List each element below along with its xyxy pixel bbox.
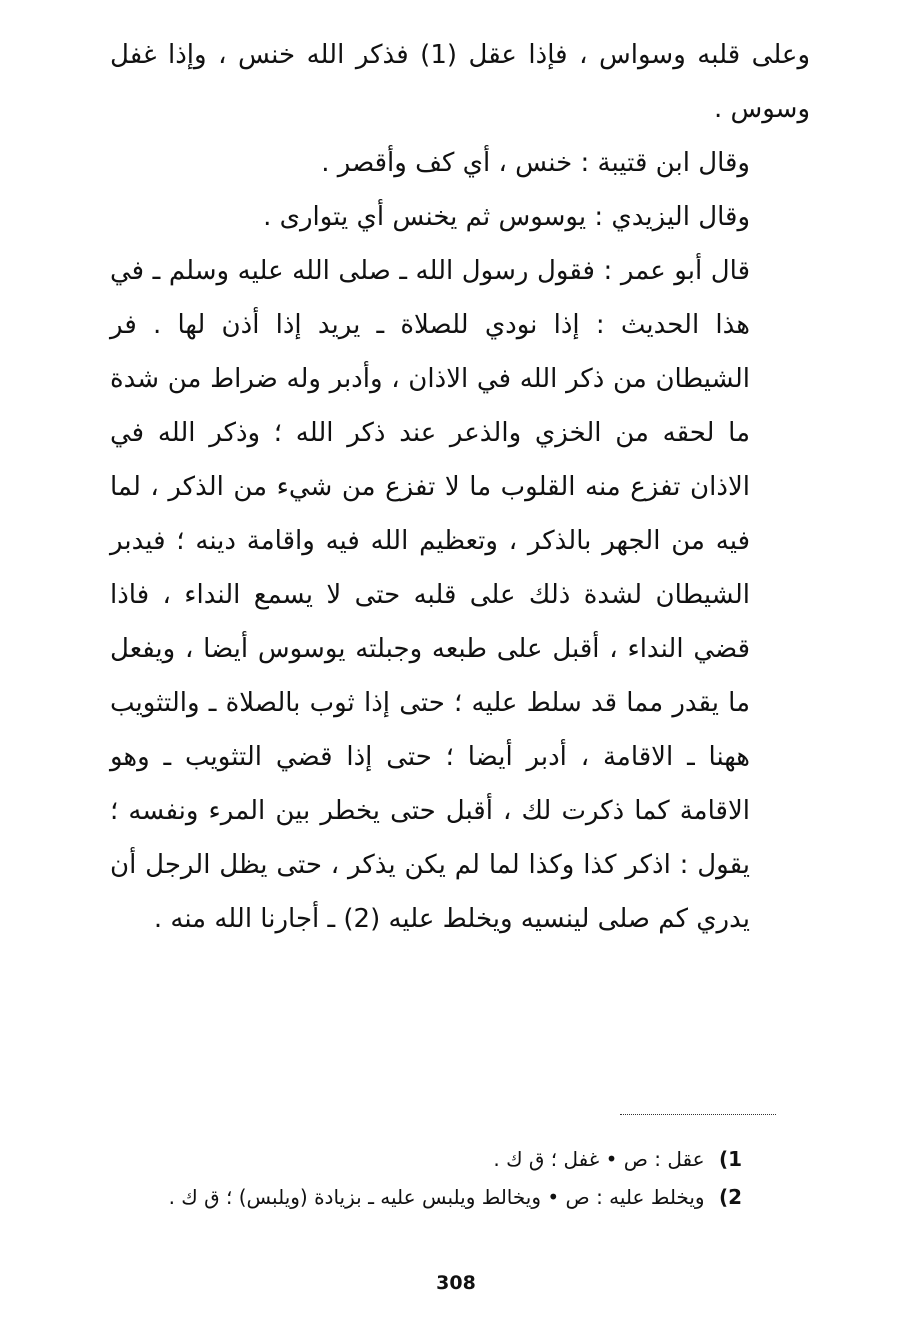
footnote-1 — [110, 1140, 742, 1178]
footnote-2 — [110, 1178, 742, 1216]
footnote-divider — [620, 1114, 776, 1115]
footnote-number: 1) — [718, 1147, 742, 1171]
footnote-text: عقل : ص • غفل ؛ ق ك . — [493, 1147, 705, 1171]
main-text — [110, 28, 810, 946]
footnote-number: 2) — [718, 1185, 742, 1209]
paragraph-3: وقال اليزيدي : يوسوس ثم يخنس أي يتوارى . — [263, 202, 750, 232]
paragraph-1: وعلى قلبه وسواس ، فإذا عقل (1) فذكر الله خنس ، وإذا غفل وسوس . — [110, 40, 810, 124]
page-number: 308 — [436, 1272, 476, 1294]
paragraph-4: قال أبو عمر : فقول رسول الله ـ صلى الله عليه وسلم ـ في هذا الحديث : إذا نودي للصلاة ـ يريد إذا أذن لها . فر الشيطان من ذكر الله في الاذان ، وأدبر وله ضراط من شدة ما لحقه من الخزي والذعر عند ذكر الله ؛ وذكر الله في الاذان تفزع منه القلوب ما لا تفزع من شيء من الذكر ، لما فيه من الجهر بالذكر ، وتعظيم الله فيه واقامة دينه ؛ فيدبر الشيطان لشدة ذلك على قلبه حتى لا يسمع النداء ، فاذا قضي النداء ، أقبل على طبعه وجبلته يوسوس أيضا ، ويفعل ما يقدر مما قد سلط عليه ؛ حتى إذا ثوب بالصلاة ـ والتثويب ههنا ـ الاقامة ، أدبر أيضا ؛ حتى إذا قضي التثويب ـ وهو الاقامة كما ذكرت لك ، أقبل حتى يخطر بين المرء ونفسه ؛ يقول : اذكر كذا وكذا لما لم يكن يذكر ، حتى يظل الرجل أن يدري كم صلى لينسيه ويخلط عليه (2) ـ أجارنا الله منه . — [110, 256, 750, 934]
footnote-text: ويخلط عليه : ص • ويخالط ويلبس عليه ـ بزيادة (ويلبس) ؛ ق ك . — [168, 1185, 705, 1209]
paragraph-2: وقال ابن قتيبة : خنس ، أي كف وأقصر . — [321, 148, 750, 178]
footnotes — [110, 1140, 742, 1216]
